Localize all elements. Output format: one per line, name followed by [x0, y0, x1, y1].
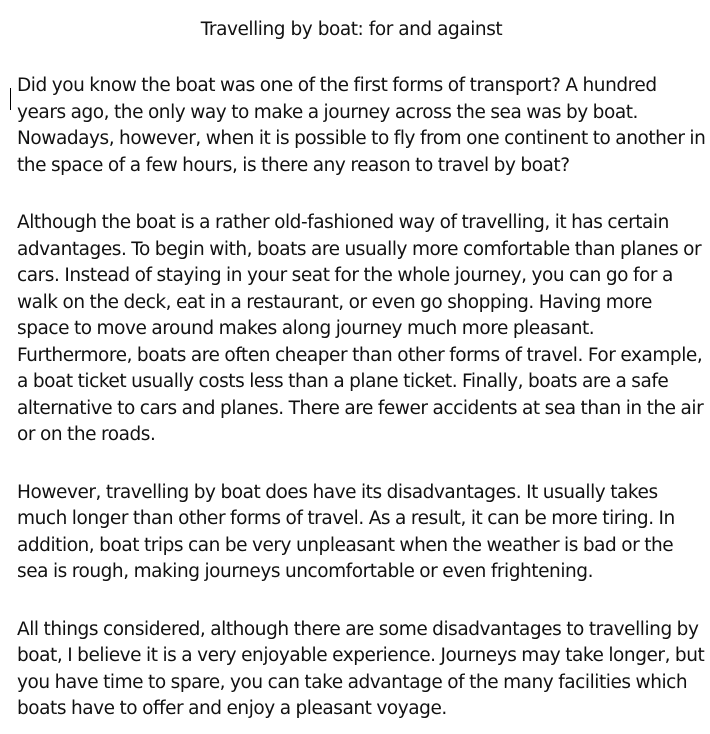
document-body[interactable] [17, 16, 707, 723]
paragraph-advantages: Although the boat is a rather old-fashioned way of travelling, it has certain advantages. To begin with, boats are usually more comfortable than planes or cars. Instead of staying in your seat for the whole journey, you can go for a walk on the deck, eat in a restaurant, or even go shopping. Having more space to move around makes along journey much more pleasant. Furthermore, boats are often cheaper than other forms of travel. For example, a boat ticket usually costs less than a plane ticket. Finally, boats are a safe alternative to cars and planes. There are fewer accidents at sea than in the air or on the roads. [17, 212, 704, 445]
paragraph-disadvantages: However, travelling by boat does have its disadvantages. It usually takes much longer than other forms of travel. As a result, it can be more tiring. In addition, boat trips can be very unpleasant when the weather is bad or the sea is rough, making journeys uncomfortable or even frightening. [17, 481, 675, 582]
text-cursor [10, 88, 11, 110]
paragraph-conclusion: All things considered, although there are some disadvantages to travelling by boat, I believe it is a very enjoyable experience. Journeys may take longer, but you have time to spare, you can take advantage of the many facilities which boats have to offer and enjoy a pleasant voyage. [17, 618, 705, 719]
paragraph-intro: Did you know the boat was one of the first forms of transport? A hundred years ago, the only way to make a journey across the sea was by boat. Nowadays, however, when it is possible to fly from one continent to another in the space of a few hours, is there any reason to travel by boat? [17, 75, 706, 176]
document-title: Travelling by boat: for and against [200, 19, 503, 40]
